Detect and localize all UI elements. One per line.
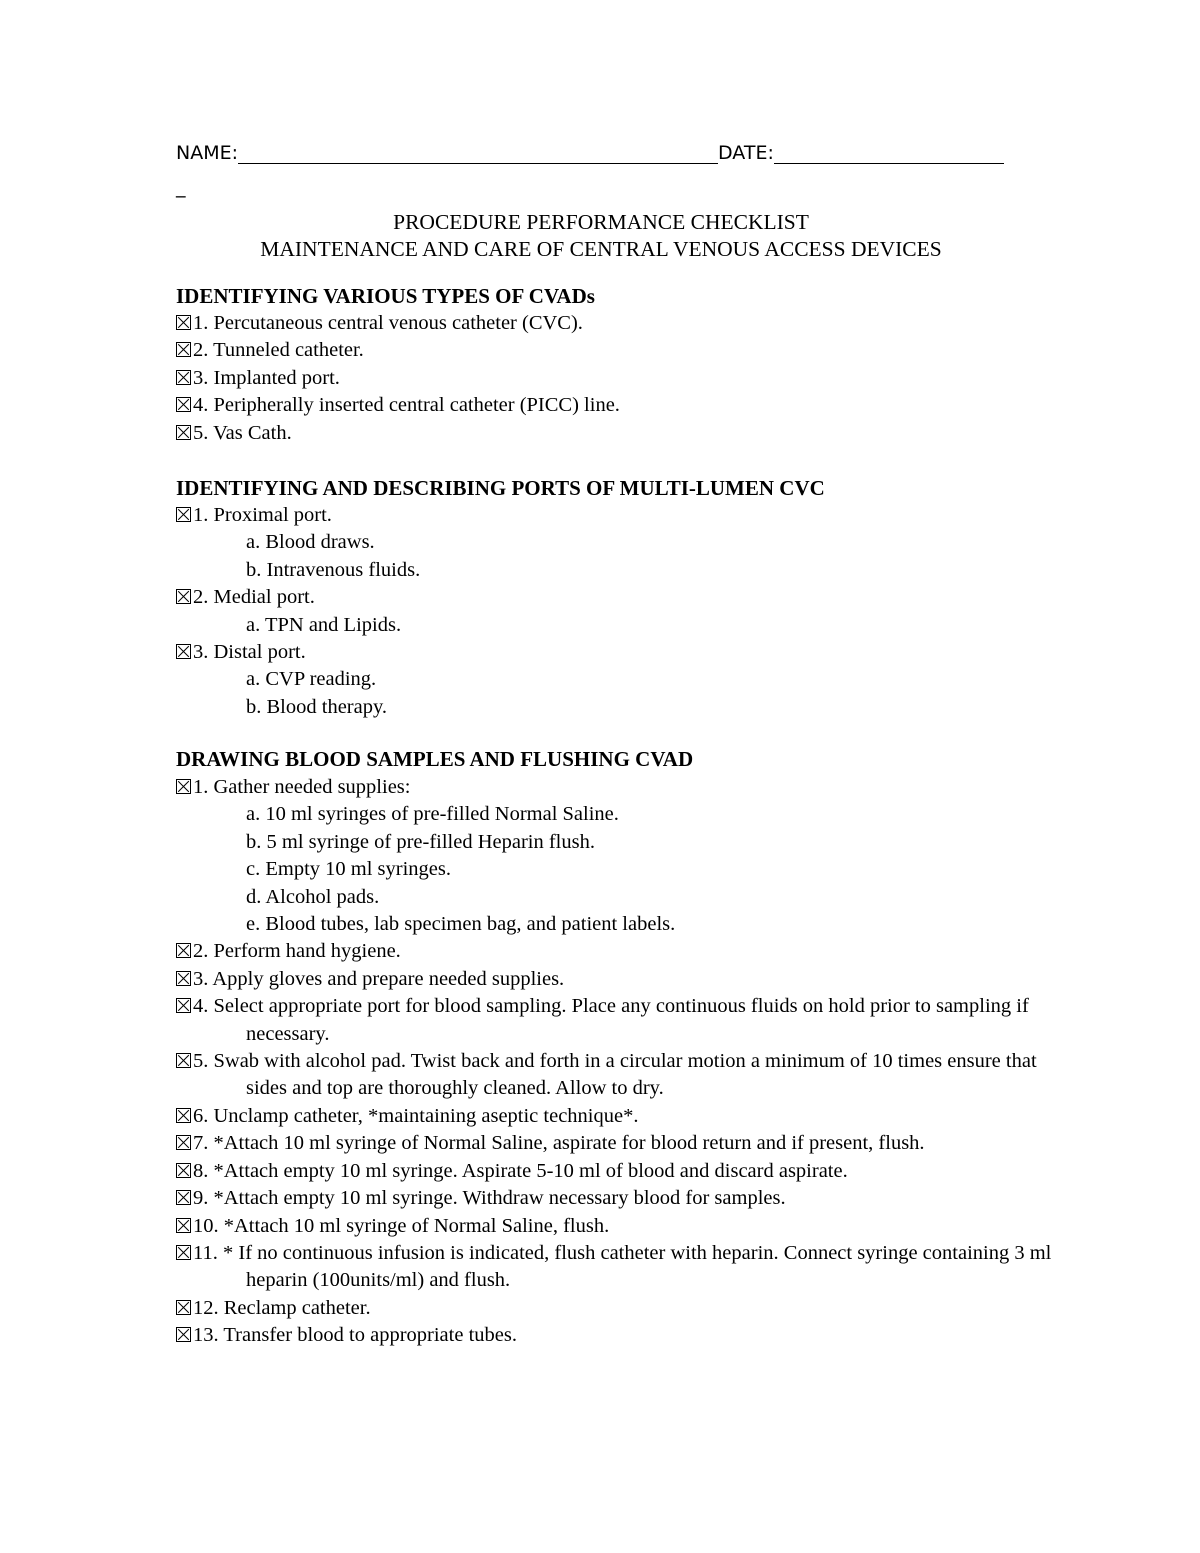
checklist-item xyxy=(176,1103,1056,1130)
name-label: NAME: xyxy=(176,142,239,164)
checklist-item xyxy=(176,420,1056,447)
checklist-item-label: 2. Tunneled catheter. xyxy=(193,339,364,362)
checked-box-icon[interactable] xyxy=(176,1300,191,1315)
checked-box-icon[interactable] xyxy=(176,998,191,1013)
checked-box-icon[interactable] xyxy=(176,1053,191,1068)
checked-box-icon[interactable] xyxy=(176,1163,191,1178)
checked-box-icon[interactable] xyxy=(176,971,191,986)
section-heading-cvad-types: IDENTIFYING VARIOUS TYPES OF CVADs xyxy=(176,284,595,308)
checklist-item xyxy=(176,1048,1056,1103)
checklist-subitem: a. TPN and Lipids. xyxy=(246,613,402,636)
checked-box-icon[interactable] xyxy=(176,943,191,958)
name-field[interactable] xyxy=(238,143,718,164)
checklist-item-label: 6. Unclamp catheter, *maintaining aseptic technique*. xyxy=(193,1104,639,1127)
page-title: PROCEDURE PERFORMANCE CHECKLIST xyxy=(393,210,809,234)
checklist-subitem: c. Empty 10 ml syringes. xyxy=(246,858,451,881)
checklist-item-label: 2. Perform hand hygiene. xyxy=(193,940,401,963)
section-list xyxy=(176,310,1056,447)
checked-box-icon[interactable] xyxy=(176,589,191,604)
checklist-subitem: b. Blood therapy. xyxy=(246,695,388,718)
checklist-item-label: 9. *Attach empty 10 ml syringe. Withdraw necessary blood for samples. xyxy=(193,1187,786,1210)
checked-box-icon[interactable] xyxy=(176,507,191,522)
header-fields xyxy=(176,142,1026,164)
checked-box-icon[interactable] xyxy=(176,370,191,385)
checklist-item-label: 1. Proximal port. xyxy=(193,504,332,526)
checklist-item-label: 5. Vas Cath. xyxy=(193,421,292,444)
checklist-item xyxy=(176,1158,1056,1185)
checklist-item-label: 12. Reclamp catheter. xyxy=(193,1296,371,1319)
checked-box-icon[interactable] xyxy=(176,1245,191,1260)
page-subtitle: MAINTENANCE AND CARE OF CENTRAL VENOUS ACCESS DEVICES xyxy=(260,237,942,261)
checked-box-icon[interactable] xyxy=(176,1218,191,1233)
checklist-subitem: a. 10 ml syringes of pre-filled Normal Saline. xyxy=(246,803,619,826)
checked-box-icon[interactable] xyxy=(176,342,191,357)
checklist-item-label: 3. Distal port. xyxy=(193,641,306,664)
date-field[interactable] xyxy=(774,143,1004,164)
section-heading-drawing-blood: DRAWING BLOOD SAMPLES AND FLUSHING CVAD xyxy=(176,747,694,771)
checklist-item-label: 11. * If no continuous infusion is indicated, flush catheter with heparin. Connect syringe containing 3 ml heparin (100units/ml) and flush. xyxy=(193,1241,1052,1292)
checklist-item xyxy=(176,1185,1056,1212)
checklist-item xyxy=(176,337,1056,364)
checklist-item xyxy=(176,966,1056,993)
checklist-item xyxy=(176,1322,1056,1349)
checklist-item xyxy=(176,639,1056,666)
checklist-item-label: 5. Swab with alcohol pad. Twist back and forth in a circular motion a minimum of 10 times ensure that sides and top are thoroughly cleaned. Allow to dry. xyxy=(193,1050,1037,1100)
date-label: DATE: xyxy=(718,142,774,164)
checked-box-icon[interactable] xyxy=(176,644,191,659)
checklist-item-label: 1. Percutaneous central venous catheter (CVC). xyxy=(193,312,583,334)
checklist-subitem: a. CVP reading. xyxy=(246,668,377,691)
checklist-item xyxy=(176,365,1056,392)
checked-box-icon[interactable] xyxy=(176,1327,191,1342)
checklist-item xyxy=(176,938,1056,965)
stray-underscore: _ xyxy=(176,176,186,198)
checked-box-icon[interactable] xyxy=(176,1108,191,1123)
checklist-item-label: 3. Implanted port. xyxy=(193,366,340,389)
section-heading-multi-lumen-ports: IDENTIFYING AND DESCRIBING PORTS OF MULTI-LUMEN CVC xyxy=(176,476,825,500)
section-list xyxy=(176,774,1056,1350)
checked-box-icon[interactable] xyxy=(176,1190,191,1205)
checklist-item xyxy=(176,1295,1056,1322)
checklist-item xyxy=(176,392,1056,419)
checklist-item-label: 10. *Attach 10 ml syringe of Normal Saline, flush. xyxy=(193,1214,610,1237)
checklist-item-label: 2. Medial port. xyxy=(193,586,315,609)
checked-box-icon[interactable] xyxy=(176,779,191,794)
checked-box-icon[interactable] xyxy=(176,397,191,412)
checklist-item xyxy=(176,584,1056,611)
checklist-item xyxy=(176,1130,1056,1157)
checklist-subitem: b. Intravenous fluids. xyxy=(246,558,421,581)
checklist-item-label: 1. Gather needed supplies: xyxy=(193,776,411,798)
checked-box-icon[interactable] xyxy=(176,1135,191,1150)
checklist-subitem: e. Blood tubes, lab specimen bag, and patient labels. xyxy=(246,913,676,936)
checklist-item-label: 4. Peripherally inserted central catheter (PICC) line. xyxy=(193,394,620,417)
checklist-item-label: 13. Transfer blood to appropriate tubes. xyxy=(193,1324,517,1347)
section-list xyxy=(176,502,1056,721)
checklist-subitem: d. Alcohol pads. xyxy=(246,885,380,908)
checklist-item-label: 3. Apply gloves and prepare needed supplies. xyxy=(193,967,565,990)
checklist-subitem: a. Blood draws. xyxy=(246,531,375,554)
checked-box-icon[interactable] xyxy=(176,425,191,440)
checklist-item xyxy=(176,1213,1056,1240)
checklist-subitem: b. 5 ml syringe of pre-filled Heparin flush. xyxy=(246,830,595,853)
checklist-item xyxy=(176,310,1056,337)
checklist-item-label: 4. Select appropriate port for blood sampling. Place any continuous fluids on hold prior to sampling if necessary. xyxy=(193,995,1029,1045)
checklist-item xyxy=(176,502,1056,529)
checklist-item-label: 7. *Attach 10 ml syringe of Normal Saline, aspirate for blood return and if present, flush. xyxy=(193,1132,925,1155)
checklist-item xyxy=(176,1240,1056,1295)
checklist-item xyxy=(176,993,1056,1048)
checklist-item xyxy=(176,774,1056,801)
checklist-item-label: 8. *Attach empty 10 ml syringe. Aspirate 5-10 ml of blood and discard aspirate. xyxy=(193,1159,848,1182)
checked-box-icon[interactable] xyxy=(176,315,191,330)
